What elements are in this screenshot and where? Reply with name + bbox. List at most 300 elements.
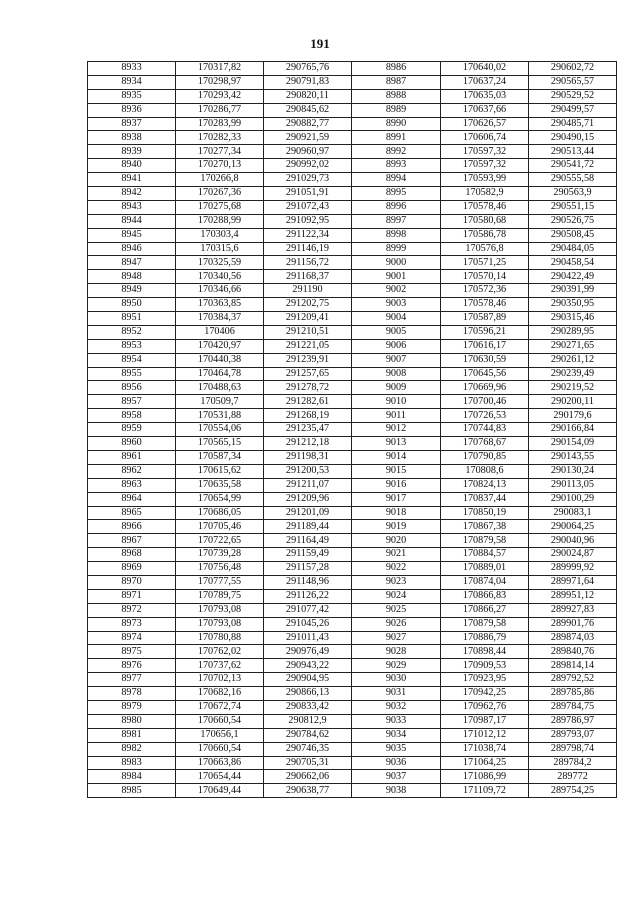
y-coordinate-cell: 290490,15 [529,131,617,145]
x-coordinate-cell: 170656,1 [176,728,264,742]
table-row [88,270,617,284]
point-number-cell: 9009 [352,381,441,395]
x-coordinate-cell: 170340,56 [176,270,264,284]
point-number-cell: 9014 [352,450,441,464]
x-coordinate-cell: 170686,05 [176,506,264,520]
x-coordinate-cell: 170850,19 [441,506,529,520]
table-row [88,187,617,201]
point-number-cell: 8983 [88,756,176,770]
y-coordinate-cell: 290541,72 [529,159,617,173]
x-coordinate-cell: 170593,99 [441,173,529,187]
x-coordinate-cell: 170780,88 [176,631,264,645]
x-coordinate-cell: 170597,32 [441,145,529,159]
point-number-cell: 8964 [88,492,176,506]
x-coordinate-cell: 170288,99 [176,214,264,228]
table-row [88,478,617,492]
y-coordinate-cell: 289927,83 [529,603,617,617]
x-coordinate-cell: 170464,78 [176,367,264,381]
y-coordinate-cell: 291239,91 [264,353,352,367]
table-row [88,437,617,451]
x-coordinate-cell: 170962,76 [441,700,529,714]
point-number-cell: 8959 [88,423,176,437]
y-coordinate-cell: 291221,05 [264,339,352,353]
y-coordinate-cell: 290820,11 [264,89,352,103]
y-coordinate-cell: 290239,49 [529,367,617,381]
y-coordinate-cell: 291211,07 [264,478,352,492]
x-coordinate-cell: 170824,13 [441,478,529,492]
page-number: 191 [310,36,330,51]
point-number-cell: 8986 [352,62,441,76]
point-number-cell: 9024 [352,589,441,603]
point-number-cell: 8998 [352,228,441,242]
y-coordinate-cell: 290508,45 [529,228,617,242]
point-number-cell: 9023 [352,575,441,589]
y-coordinate-cell: 290529,52 [529,89,617,103]
x-coordinate-cell: 170346,66 [176,284,264,298]
y-coordinate-cell: 290391,99 [529,284,617,298]
x-coordinate-cell: 170286,77 [176,103,264,117]
point-number-cell: 9007 [352,353,441,367]
y-coordinate-cell: 291029,73 [264,173,352,187]
point-number-cell: 8977 [88,673,176,687]
y-coordinate-cell: 290261,12 [529,353,617,367]
y-coordinate-cell: 290791,83 [264,75,352,89]
y-coordinate-cell: 290638,77 [264,784,352,798]
table-row [88,673,617,687]
table-row [88,742,617,756]
y-coordinate-cell: 290484,05 [529,242,617,256]
y-coordinate-cell: 290960,97 [264,145,352,159]
point-number-cell: 8947 [88,256,176,270]
point-number-cell: 9028 [352,645,441,659]
y-coordinate-cell: 290746,35 [264,742,352,756]
y-coordinate-cell: 291257,65 [264,367,352,381]
table-row [88,256,617,270]
x-coordinate-cell: 170565,15 [176,437,264,451]
table-row [88,423,617,437]
point-number-cell: 8982 [88,742,176,756]
table-row [88,89,617,103]
x-coordinate-cell: 170879,58 [441,617,529,631]
y-coordinate-cell: 289786,97 [529,714,617,728]
y-coordinate-cell: 290485,71 [529,117,617,131]
table-row [88,145,617,159]
point-number-cell: 9006 [352,339,441,353]
point-number-cell: 8996 [352,200,441,214]
y-coordinate-cell: 289840,76 [529,645,617,659]
x-coordinate-cell: 170363,85 [176,298,264,312]
point-number-cell: 9027 [352,631,441,645]
y-coordinate-cell: 290422,49 [529,270,617,284]
y-coordinate-cell: 290845,62 [264,103,352,117]
y-coordinate-cell: 291212,18 [264,437,352,451]
point-number-cell: 8966 [88,520,176,534]
point-number-cell: 8984 [88,770,176,784]
y-coordinate-cell: 291146,19 [264,242,352,256]
x-coordinate-cell: 170762,02 [176,645,264,659]
point-number-cell: 8944 [88,214,176,228]
x-coordinate-cell: 170867,38 [441,520,529,534]
point-number-cell: 9003 [352,298,441,312]
y-coordinate-cell: 290551,15 [529,200,617,214]
x-coordinate-cell: 170406 [176,325,264,339]
x-coordinate-cell: 170777,55 [176,575,264,589]
point-number-cell: 9036 [352,756,441,770]
y-coordinate-cell: 291202,75 [264,298,352,312]
table-row [88,562,617,576]
y-coordinate-cell: 290100,29 [529,492,617,506]
x-coordinate-cell: 170663,86 [176,756,264,770]
x-coordinate-cell: 170637,66 [441,103,529,117]
x-coordinate-cell: 170606,74 [441,131,529,145]
y-coordinate-cell: 290705,31 [264,756,352,770]
x-coordinate-cell: 170531,88 [176,409,264,423]
y-coordinate-cell: 291122,34 [264,228,352,242]
y-coordinate-cell: 290943,22 [264,659,352,673]
y-coordinate-cell: 290555,58 [529,173,617,187]
point-number-cell: 8955 [88,367,176,381]
y-coordinate-cell: 290904,95 [264,673,352,687]
y-coordinate-cell: 290271,65 [529,339,617,353]
y-coordinate-cell: 290143,55 [529,450,617,464]
point-number-cell: 9021 [352,548,441,562]
point-number-cell: 8979 [88,700,176,714]
point-number-cell: 8960 [88,437,176,451]
x-coordinate-cell: 170580,68 [441,214,529,228]
y-coordinate-cell: 290315,46 [529,312,617,326]
x-coordinate-cell: 170587,89 [441,312,529,326]
x-coordinate-cell: 170837,44 [441,492,529,506]
x-coordinate-cell: 170909,53 [441,659,529,673]
x-coordinate-cell: 170615,62 [176,464,264,478]
y-coordinate-cell: 290563,9 [529,187,617,201]
point-number-cell: 8951 [88,312,176,326]
y-coordinate-cell: 289784,75 [529,700,617,714]
table-row [88,492,617,506]
point-number-cell: 9012 [352,423,441,437]
point-number-cell: 8961 [88,450,176,464]
x-coordinate-cell: 170654,44 [176,770,264,784]
x-coordinate-cell: 170866,27 [441,603,529,617]
point-number-cell: 8971 [88,589,176,603]
point-number-cell: 9029 [352,659,441,673]
point-number-cell: 8939 [88,145,176,159]
x-coordinate-cell: 170874,04 [441,575,529,589]
x-coordinate-cell: 171109,72 [441,784,529,798]
y-coordinate-cell: 291051,91 [264,187,352,201]
point-number-cell: 9005 [352,325,441,339]
point-number-cell: 8978 [88,687,176,701]
y-coordinate-cell: 289772 [529,770,617,784]
x-coordinate-cell: 170270,13 [176,159,264,173]
x-coordinate-cell: 170649,44 [176,784,264,798]
coordinates-table [87,61,617,798]
table-row [88,534,617,548]
point-number-cell: 8991 [352,131,441,145]
x-coordinate-cell: 170737,62 [176,659,264,673]
y-coordinate-cell: 289999,92 [529,562,617,576]
y-coordinate-cell: 290765,76 [264,62,352,76]
point-number-cell: 8954 [88,353,176,367]
y-coordinate-cell: 290992,02 [264,159,352,173]
point-number-cell: 8936 [88,103,176,117]
point-number-cell: 9017 [352,492,441,506]
y-coordinate-cell: 291159,49 [264,548,352,562]
table-row [88,381,617,395]
y-coordinate-cell: 290513,44 [529,145,617,159]
y-coordinate-cell: 291200,53 [264,464,352,478]
x-coordinate-cell: 171012,12 [441,728,529,742]
point-number-cell: 8972 [88,603,176,617]
table-row [88,200,617,214]
y-coordinate-cell: 290976,49 [264,645,352,659]
table-row [88,312,617,326]
table-row [88,214,617,228]
y-coordinate-cell: 291189,44 [264,520,352,534]
y-coordinate-cell: 291278,72 [264,381,352,395]
x-coordinate-cell: 170793,08 [176,617,264,631]
y-coordinate-cell: 291209,41 [264,312,352,326]
x-coordinate-cell: 170303,4 [176,228,264,242]
table-row [88,784,617,798]
table-row [88,575,617,589]
x-coordinate-cell: 170298,97 [176,75,264,89]
x-coordinate-cell: 170283,99 [176,117,264,131]
y-coordinate-cell: 290113,05 [529,478,617,492]
x-coordinate-cell: 170898,44 [441,645,529,659]
y-coordinate-cell: 291268,19 [264,409,352,423]
x-coordinate-cell: 170277,34 [176,145,264,159]
point-number-cell: 8965 [88,506,176,520]
y-coordinate-cell: 289874,03 [529,631,617,645]
x-coordinate-cell: 170616,17 [441,339,529,353]
x-coordinate-cell: 170282,33 [176,131,264,145]
y-coordinate-cell: 291282,61 [264,395,352,409]
point-number-cell: 8994 [352,173,441,187]
point-number-cell: 8987 [352,75,441,89]
y-coordinate-cell: 291201,09 [264,506,352,520]
x-coordinate-cell: 170420,97 [176,339,264,353]
table-row [88,367,617,381]
x-coordinate-cell: 170705,46 [176,520,264,534]
y-coordinate-cell: 289754,25 [529,784,617,798]
point-number-cell: 8993 [352,159,441,173]
y-coordinate-cell: 290289,95 [529,325,617,339]
x-coordinate-cell: 170597,32 [441,159,529,173]
x-coordinate-cell: 170660,54 [176,742,264,756]
y-coordinate-cell: 290179,6 [529,409,617,423]
x-coordinate-cell: 171038,74 [441,742,529,756]
point-number-cell: 8985 [88,784,176,798]
x-coordinate-cell: 170315,6 [176,242,264,256]
y-coordinate-cell: 290833,42 [264,700,352,714]
x-coordinate-cell: 170640,02 [441,62,529,76]
point-number-cell: 8946 [88,242,176,256]
table-row [88,62,617,76]
point-number-cell: 8953 [88,339,176,353]
x-coordinate-cell: 170587,34 [176,450,264,464]
point-number-cell: 8990 [352,117,441,131]
x-coordinate-cell: 170682,16 [176,687,264,701]
x-coordinate-cell: 170635,58 [176,478,264,492]
y-coordinate-cell: 289901,76 [529,617,617,631]
table-row [88,103,617,117]
y-coordinate-cell: 290662,06 [264,770,352,784]
y-coordinate-cell: 290866,13 [264,687,352,701]
y-coordinate-cell: 290350,95 [529,298,617,312]
point-number-cell: 9016 [352,478,441,492]
x-coordinate-cell: 170886,79 [441,631,529,645]
x-coordinate-cell: 170582,9 [441,187,529,201]
table-row [88,603,617,617]
y-coordinate-cell: 290219,52 [529,381,617,395]
y-coordinate-cell: 291190 [264,284,352,298]
y-coordinate-cell: 289785,86 [529,687,617,701]
y-coordinate-cell: 291156,72 [264,256,352,270]
point-number-cell: 8999 [352,242,441,256]
point-number-cell: 8963 [88,478,176,492]
table-row [88,173,617,187]
y-coordinate-cell: 291072,43 [264,200,352,214]
x-coordinate-cell: 170596,21 [441,325,529,339]
y-coordinate-cell: 290602,72 [529,62,617,76]
y-coordinate-cell: 289784,2 [529,756,617,770]
x-coordinate-cell: 170660,54 [176,714,264,728]
table-row [88,353,617,367]
point-number-cell: 8968 [88,548,176,562]
y-coordinate-cell: 291092,95 [264,214,352,228]
table-row [88,75,617,89]
point-number-cell: 8949 [88,284,176,298]
y-coordinate-cell: 291198,31 [264,450,352,464]
point-number-cell: 9022 [352,562,441,576]
point-number-cell: 9011 [352,409,441,423]
x-coordinate-cell: 170325,59 [176,256,264,270]
table-row [88,770,617,784]
x-coordinate-cell: 170654,99 [176,492,264,506]
table-row [88,298,617,312]
x-coordinate-cell: 170275,68 [176,200,264,214]
point-number-cell: 8945 [88,228,176,242]
x-coordinate-cell: 170722,65 [176,534,264,548]
table-row [88,589,617,603]
y-coordinate-cell: 290154,09 [529,437,617,451]
y-coordinate-cell: 291168,37 [264,270,352,284]
x-coordinate-cell: 170576,8 [441,242,529,256]
point-number-cell: 9001 [352,270,441,284]
x-coordinate-cell: 170669,96 [441,381,529,395]
point-number-cell: 8973 [88,617,176,631]
y-coordinate-cell: 291077,42 [264,603,352,617]
y-coordinate-cell: 289792,52 [529,673,617,687]
x-coordinate-cell: 170578,46 [441,298,529,312]
x-coordinate-cell: 170630,59 [441,353,529,367]
table-row [88,659,617,673]
x-coordinate-cell: 170808,6 [441,464,529,478]
table-row [88,631,617,645]
point-number-cell: 9037 [352,770,441,784]
table-row [88,548,617,562]
point-number-cell: 8975 [88,645,176,659]
x-coordinate-cell: 170440,38 [176,353,264,367]
point-number-cell: 9018 [352,506,441,520]
point-number-cell: 9002 [352,284,441,298]
point-number-cell: 8980 [88,714,176,728]
x-coordinate-cell: 170756,48 [176,562,264,576]
x-coordinate-cell: 171086,99 [441,770,529,784]
point-number-cell: 9015 [352,464,441,478]
y-coordinate-cell: 290784,62 [264,728,352,742]
x-coordinate-cell: 170554,06 [176,423,264,437]
x-coordinate-cell: 170866,83 [441,589,529,603]
x-coordinate-cell: 170488,63 [176,381,264,395]
point-number-cell: 8997 [352,214,441,228]
table-row [88,395,617,409]
point-number-cell: 8974 [88,631,176,645]
point-number-cell: 8952 [88,325,176,339]
point-number-cell: 9035 [352,742,441,756]
table-row [88,339,617,353]
y-coordinate-cell: 289814,14 [529,659,617,673]
x-coordinate-cell: 170635,03 [441,89,529,103]
table-row [88,520,617,534]
x-coordinate-cell: 171064,25 [441,756,529,770]
x-coordinate-cell: 170267,36 [176,187,264,201]
y-coordinate-cell: 291011,43 [264,631,352,645]
y-coordinate-cell: 291126,22 [264,589,352,603]
table-row [88,714,617,728]
x-coordinate-cell: 170637,24 [441,75,529,89]
table-row [88,242,617,256]
x-coordinate-cell: 170317,82 [176,62,264,76]
x-coordinate-cell: 170923,95 [441,673,529,687]
x-coordinate-cell: 170509,7 [176,395,264,409]
x-coordinate-cell: 170702,13 [176,673,264,687]
point-number-cell: 9010 [352,395,441,409]
y-coordinate-cell: 289971,64 [529,575,617,589]
y-coordinate-cell: 290921,59 [264,131,352,145]
x-coordinate-cell: 170266,8 [176,173,264,187]
y-coordinate-cell: 291148,96 [264,575,352,589]
y-coordinate-cell: 291157,28 [264,562,352,576]
point-number-cell: 8970 [88,575,176,589]
y-coordinate-cell: 291045,26 [264,617,352,631]
x-coordinate-cell: 170626,57 [441,117,529,131]
x-coordinate-cell: 170744,83 [441,423,529,437]
y-coordinate-cell: 291209,96 [264,492,352,506]
y-coordinate-cell: 290024,87 [529,548,617,562]
y-coordinate-cell: 290458,54 [529,256,617,270]
x-coordinate-cell: 170700,46 [441,395,529,409]
y-coordinate-cell: 290526,75 [529,214,617,228]
point-number-cell: 8957 [88,395,176,409]
x-coordinate-cell: 170889,01 [441,562,529,576]
point-number-cell: 8969 [88,562,176,576]
point-number-cell: 8958 [88,409,176,423]
point-number-cell: 8995 [352,187,441,201]
point-number-cell: 8941 [88,173,176,187]
table-row [88,617,617,631]
point-number-cell: 9008 [352,367,441,381]
point-number-cell: 9030 [352,673,441,687]
y-coordinate-cell: 291235,47 [264,423,352,437]
y-coordinate-cell: 290200,11 [529,395,617,409]
y-coordinate-cell: 289793,07 [529,728,617,742]
y-coordinate-cell: 291164,49 [264,534,352,548]
x-coordinate-cell: 170789,75 [176,589,264,603]
point-number-cell: 9038 [352,784,441,798]
point-number-cell: 8992 [352,145,441,159]
